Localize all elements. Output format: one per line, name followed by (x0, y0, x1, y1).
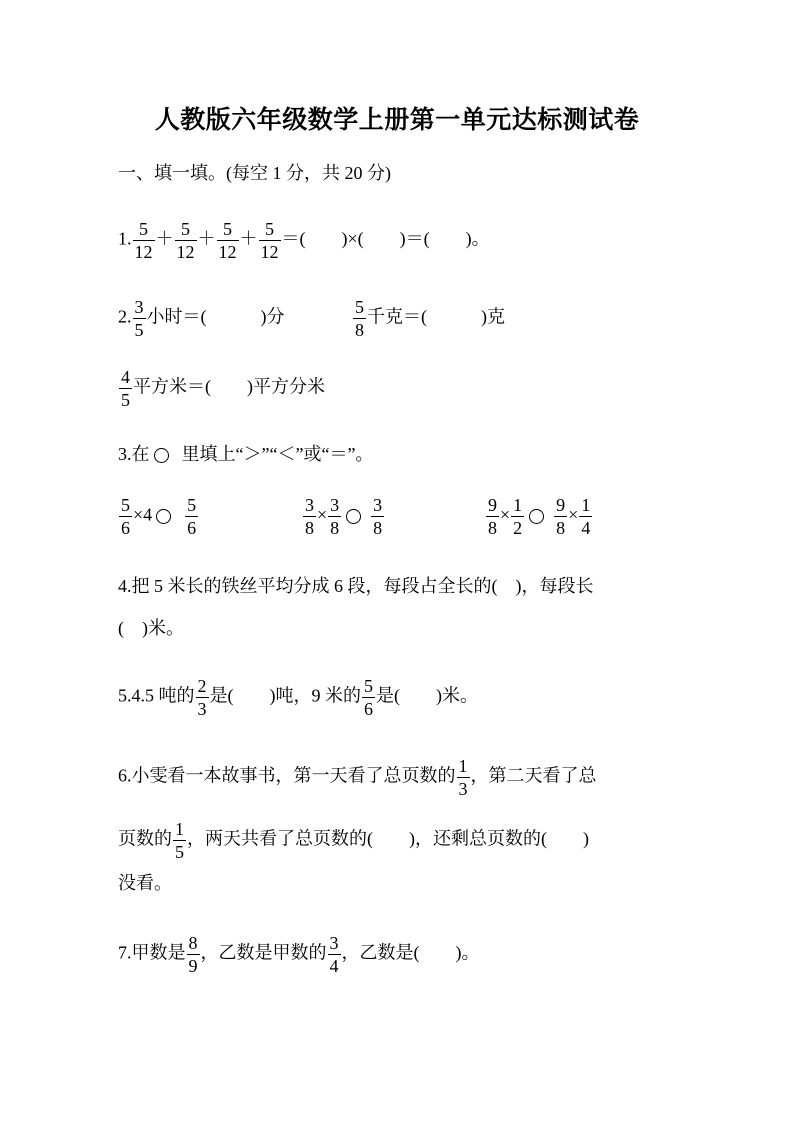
fraction (173, 818, 186, 863)
fraction (328, 494, 341, 539)
numerator: 3 (305, 495, 314, 515)
numerator: 2 (197, 676, 207, 696)
fraction (259, 218, 281, 263)
question-number: 2. (118, 306, 132, 327)
denominator: 8 (355, 320, 364, 340)
compare-circle-icon[interactable] (156, 509, 171, 524)
operator: ×4 (133, 504, 153, 525)
numerator: 1 (458, 756, 468, 776)
numerator: 5 (259, 218, 281, 241)
denominator: 2 (513, 518, 523, 538)
fraction (133, 296, 146, 341)
fraction (196, 675, 209, 720)
numerator: 9 (488, 495, 497, 515)
fraction (353, 296, 366, 341)
numerator: 3 (329, 933, 339, 953)
page-title: 人教版六年级数学上册第一单元达标测试卷 (154, 107, 640, 134)
operator: × (317, 504, 328, 525)
section-heading: 一、填一填。(每空 1 分，共 20 分) (118, 163, 391, 183)
compare-item-c (485, 494, 593, 539)
question-text: 页数的 (118, 828, 172, 849)
numerator: 3 (330, 495, 340, 515)
question-6-continued (118, 818, 589, 863)
denominator: 8 (488, 518, 497, 538)
denominator: 5 (134, 320, 144, 340)
denominator: 3 (197, 699, 207, 719)
fraction (175, 218, 197, 263)
denominator: 9 (188, 956, 198, 976)
question-text: ，第二天看了总 (470, 765, 597, 786)
fraction (217, 218, 239, 263)
question-7 (118, 932, 480, 977)
question-2b (352, 296, 505, 341)
question-1 (118, 218, 490, 263)
numerator: 3 (134, 297, 144, 317)
fraction (579, 494, 592, 539)
question-2 (118, 296, 285, 341)
fraction (362, 675, 375, 720)
fraction (486, 494, 499, 539)
question-text: 小时＝( )分 (146, 306, 285, 327)
denominator: 5 (121, 390, 130, 410)
question-4-continued: ( )米。 (118, 618, 184, 638)
question-6-end: 没看。 (118, 873, 172, 893)
denominator: 8 (373, 518, 383, 538)
numerator: 5 (121, 495, 130, 515)
denominator: 3 (458, 779, 468, 799)
question-text: 5.4.5 吨的 (118, 685, 195, 706)
question-text: 千克＝( )克 (367, 306, 505, 327)
question-text: 7.甲数是 (118, 942, 186, 963)
fraction (371, 494, 384, 539)
question-text: 是( )吨，9 米的 (209, 685, 361, 706)
plus-sign: ＋ (155, 228, 174, 249)
fraction (303, 494, 316, 539)
denominator: 6 (364, 699, 373, 719)
question-text: ，乙数是( )。 (341, 942, 480, 963)
compare-circle-icon[interactable] (529, 509, 544, 524)
question-text: ，乙数是甲数的 (200, 942, 327, 963)
compare-item-a (118, 494, 199, 539)
denominator: 5 (175, 842, 184, 862)
denominator: 12 (218, 242, 237, 262)
denominator: 8 (305, 518, 314, 538)
numerator: 5 (187, 495, 197, 515)
question-number: 1. (118, 228, 132, 249)
denominator: 6 (187, 518, 197, 538)
operator: × (568, 504, 579, 525)
question-5 (118, 675, 478, 720)
compare-item-b (302, 494, 385, 539)
numerator: 5 (133, 218, 155, 241)
numerator: 4 (121, 367, 130, 387)
numerator: 3 (373, 495, 383, 515)
numerator: 1 (175, 819, 184, 839)
question-text: ，两天共看了总页数的( )，还剩总页数的( ) (187, 828, 589, 849)
question-3 (118, 441, 373, 467)
numerator: 8 (188, 933, 198, 953)
denominator: 4 (581, 518, 591, 538)
plus-sign: ＋ (239, 228, 258, 249)
numerator: 1 (581, 495, 591, 515)
operator: × (500, 504, 511, 525)
denominator: 12 (176, 242, 195, 262)
fraction (119, 494, 132, 539)
denominator: 8 (330, 518, 340, 538)
fraction (133, 218, 155, 263)
denominator: 4 (329, 956, 339, 976)
numerator: 5 (175, 218, 197, 241)
question-6 (118, 755, 597, 800)
compare-circle-icon[interactable] (346, 509, 361, 524)
plus-sign: ＋ (197, 228, 216, 249)
fraction (119, 366, 132, 411)
numerator: 5 (364, 676, 373, 696)
fraction (328, 932, 341, 977)
fraction (457, 755, 470, 800)
question-text: 里填上“＞”“＜”或“＝”。 (181, 444, 374, 464)
question-4: 4.把 5 米长的铁丝平均分成 6 段，每段占全长的( )，每段长 (118, 576, 594, 596)
fraction (187, 932, 200, 977)
denominator: 12 (260, 242, 279, 262)
question-text: 平方米＝( )平方分米 (133, 376, 325, 397)
numerator: 5 (355, 297, 364, 317)
compare-circle-icon (154, 448, 169, 463)
denominator: 8 (556, 518, 566, 538)
answer-blanks: ＝( )×( )＝( )。 (281, 228, 490, 249)
denominator: 6 (121, 518, 130, 538)
question-2c (118, 366, 325, 411)
fraction (511, 494, 524, 539)
denominator: 12 (134, 242, 153, 262)
numerator: 1 (513, 495, 523, 515)
fraction (185, 494, 198, 539)
fraction (554, 494, 567, 539)
numerator: 9 (556, 495, 566, 515)
question-text: 6.小雯看一本故事书，第一天看了总页数的 (118, 765, 456, 786)
question-text: 在 (131, 444, 150, 464)
question-number: 3. (118, 444, 132, 464)
question-text: 是( )米。 (376, 685, 478, 706)
numerator: 5 (217, 218, 239, 241)
